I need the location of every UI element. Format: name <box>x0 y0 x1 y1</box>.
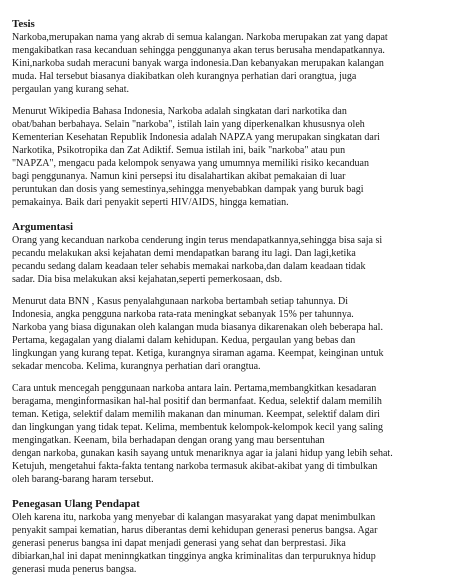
paragraph-argumentasi-1 <box>12 234 474 286</box>
paragraph-tesis-1 <box>12 31 474 96</box>
text-line: Narkoba,merupakan nama yang akrab di semua kalangan. Narkoba merupakan zat yang dapat <box>12 32 388 43</box>
heading-penegasan: Penegasan Ulang Pendapat <box>12 498 140 510</box>
section-tesis <box>12 18 474 209</box>
section-gap <box>12 209 474 221</box>
paragraph-penegasan-1 <box>12 511 474 576</box>
text-line: oleh barang-barang haram tersebut. <box>12 474 154 485</box>
paragraph-gap <box>12 286 474 295</box>
text-line: Narkoba yang biasa digunakan oleh kalangan muda biasanya dikarenakan oleh beberapa hal. <box>12 322 383 333</box>
paragraph-tesis-2 <box>12 105 474 209</box>
text-line: mengingatkan. Keenam, bila berhadapan dengan orang yang mau bersentuhan <box>12 435 325 446</box>
text-line: "NAPZA", mengacu pada kelompok senyawa yang umumnya memiliki risiko kecanduan <box>12 158 369 169</box>
paragraph-gap <box>12 373 474 382</box>
text-line: Pertama, kegagalan yang dialami dalam kehidupan. Kedua, pergaulan yang bebas dan <box>12 335 356 346</box>
text-line: sekadar mencoba. Kelima, kurangnya perhatian dari orangtua. <box>12 361 261 372</box>
paragraph-argumentasi-3 <box>12 382 474 486</box>
text-line: obat/bahan berbahaya. Selain "narkoba", istilah lain yang diperkenalkan khususnya oleh <box>12 119 365 130</box>
paragraph-argumentasi-2 <box>12 295 474 373</box>
text-line: penyakit sampai kematian, harus diberantas demi kehidupan generasi penerus bangsa. Agar <box>12 525 378 536</box>
text-line: generasi muda penerus bangsa. <box>12 564 137 575</box>
heading-tesis: Tesis <box>12 18 35 30</box>
text-line: peruntukan dan dosis yang semestinya,sehingga menyebabkan dampak yang buruk bagi <box>12 184 364 195</box>
text-line: Indonesia, angka pengguna narkoba rata-rata meningkat sebanyak 15% per tahunnya. <box>12 309 354 320</box>
text-line: Oleh karena itu, narkoba yang menyebar di kalangan masyarakat yang dapat menimbulkan <box>12 512 376 523</box>
section-argumentasi <box>12 221 474 486</box>
text-line: Menurut Wikipedia Bahasa Indonesia, Narkoba adalah singkatan dari narkotika dan <box>12 106 347 117</box>
text-line: dibiarkan,hal ini dapat meninngkatkan tingginya angka kriminalitas dan terpuruknya hidup <box>12 551 376 562</box>
paragraph-gap <box>12 96 474 105</box>
text-line: Cara untuk mencegah penggunaan narkoba antara lain. Pertama,membangkitkan kesadaran <box>12 383 377 394</box>
text-line: beragama, menginformasikan hal-hal positif dan bermanfaat. Kedua, selektif dalam memilih <box>12 396 382 407</box>
text-line: lingkungan yang kurang tepat. Ketiga, kurangnya siraman agama. Keempat, keinginan untuk <box>12 348 384 359</box>
text-line: sadar. Dia bisa melakukan aksi kejahatan,seperti pemerkosaan, dsb. <box>12 274 283 285</box>
text-line: teman. Ketiga, selektif dalam memilih makanan dan minuman. Keempat, selektif dalam diri <box>12 409 380 420</box>
text-line: pergaulan yang kurang sehat. <box>12 84 129 95</box>
text-line: Narkotika, Psikotropika dan Zat Adiktif. Semua istilah ini, baik "narkoba" atau pun <box>12 145 346 156</box>
text-line: Menurut data BNN , Kasus penyalahgunaan narkoba bertambah setiap tahunnya. Di <box>12 296 349 307</box>
text-line: pemakainya. Baik dari penyakit seperti HIV/AIDS, hingga kematian. <box>12 197 289 208</box>
text-line: dan lingkungan yang tidak tepat. Kelima, membentuk kelompok-kelompok kecil yang saling <box>12 422 384 433</box>
text-line: pecandu sedang dalam keadaan teler sehabis memakai narkoba,dan dalam keadaan tidak <box>12 261 366 272</box>
text-line: Kementerian Kesehatan Republik Indonesia adalah NAPZA yang merupakan singkatan dari <box>12 132 380 143</box>
text-line: dengan narkoba, gunakan kasih sayang untuk menariknya agar ia jalani hidup yang lebih sehat. <box>12 448 393 459</box>
text-line: Orang yang kecanduan narkoba cenderung ingin terus mendapatkannya,sehingga bisa saja si <box>12 235 383 246</box>
heading-argumentasi: Argumentasi <box>12 221 74 233</box>
text-line: Kini,narkoba sudah meracuni banyak warga indonesia.Dan kebanyakan merupakan kalangan <box>12 58 384 69</box>
section-penegasan <box>12 498 474 576</box>
section-gap <box>12 486 474 498</box>
text-line: Ketujuh, mengetahui fakta-fakta tentang narkoba termasuk akibat-akibat yang di timbulkan <box>12 461 378 472</box>
text-line: generasi penerus bangsa ini dapat menjadi generasi yang sehat dan berprestasi. Jika <box>12 538 346 549</box>
text-line: pecandu melakukan aksi kejahatan demi mendapatkan barang itu lagi. Dan lagi,ketika <box>12 248 356 259</box>
text-line: muda. Hal tersebut biasanya diakibatkan oleh kurangnya perhatian dari orangtua, juga <box>12 71 357 82</box>
text-line: bagi penggunanya. Namun kini persepsi itu disalahartikan akibat pemakaian di luar <box>12 171 346 182</box>
text-line: mengakibatkan rasa kecanduan sehingga penggunanya akan terus berusaha mendapatkannya. <box>12 45 385 56</box>
